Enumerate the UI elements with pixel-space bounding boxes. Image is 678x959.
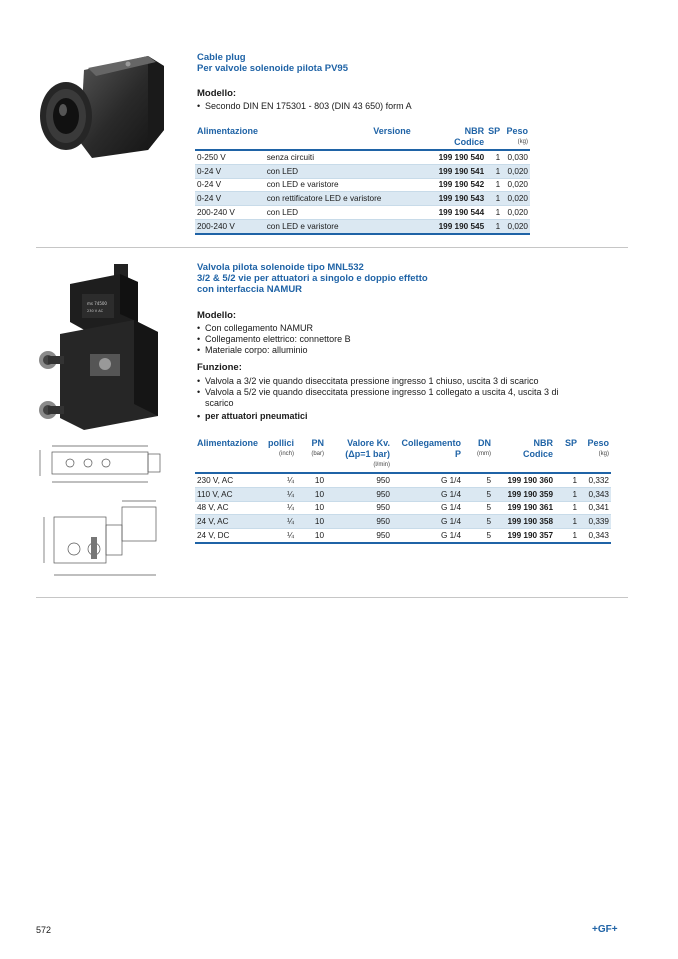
table-row bbox=[195, 501, 611, 515]
cell-kv: 950 bbox=[326, 473, 392, 487]
table-header-row bbox=[195, 126, 530, 150]
cell-sp: 1 bbox=[486, 178, 502, 192]
cell-alimentazione: 24 V, AC bbox=[195, 515, 261, 529]
cell-pollici: ¼ bbox=[261, 501, 296, 515]
list-item: • Con collegamento NAMUR bbox=[197, 323, 314, 333]
svg-text:230 V AC: 230 V AC bbox=[87, 309, 104, 313]
cable-plug-model-item: • Secondo DIN EN 175301 - 803 (DIN 43 650) form A bbox=[197, 101, 412, 111]
col-kv: Valore Kv. (Δp=1 bar) (l/min) bbox=[326, 438, 392, 473]
table-row bbox=[195, 473, 611, 487]
col-sp: SP bbox=[486, 126, 502, 150]
table-row bbox=[195, 219, 530, 233]
col-alimentazione: Alimentazione bbox=[195, 126, 265, 150]
cell-collegamento: G 1/4 bbox=[392, 515, 463, 529]
cell-kv: 950 bbox=[326, 487, 392, 501]
cell-alimentazione: 48 V, AC bbox=[195, 501, 261, 515]
bullet-icon: • bbox=[197, 323, 201, 333]
table-header-row bbox=[195, 438, 611, 473]
list-item: • Valvola a 3/2 vie quando diseccitata pressione ingresso 1 chiuso, uscita 3 di scarico bbox=[197, 376, 539, 386]
cable-plug-model-label: Modello: bbox=[197, 88, 237, 99]
cell-dn: 5 bbox=[463, 487, 493, 501]
col-dn: DN (mm) bbox=[463, 438, 493, 473]
cell-sp: 1 bbox=[555, 487, 579, 501]
cable-plug-table bbox=[195, 126, 530, 235]
cell-codice: 199 190 541 bbox=[413, 164, 486, 178]
cell-codice: 199 190 359 bbox=[493, 487, 555, 501]
section-divider bbox=[36, 247, 628, 248]
cell-sp: 1 bbox=[486, 164, 502, 178]
cell-alimentazione: 0-24 V bbox=[195, 178, 265, 192]
cell-pn: 10 bbox=[296, 501, 326, 515]
cell-alimentazione: 0-24 V bbox=[195, 192, 265, 206]
cell-codice: 199 190 540 bbox=[413, 150, 486, 164]
cable-plug-image bbox=[36, 50, 168, 165]
cell-codice: 199 190 361 bbox=[493, 501, 555, 515]
cell-peso: 0,020 bbox=[502, 206, 530, 220]
cell-kv: 950 bbox=[326, 501, 392, 515]
table-row bbox=[195, 178, 530, 192]
col-versione: Versione bbox=[265, 126, 413, 150]
cell-peso: 0,020 bbox=[502, 192, 530, 206]
bullet-icon: • bbox=[197, 376, 201, 386]
cell-codice: 199 190 358 bbox=[493, 515, 555, 529]
col-nbr-codice: NBR Codice bbox=[413, 126, 486, 150]
bullet-icon: • bbox=[197, 334, 201, 344]
cell-versione: senza circuiti bbox=[265, 150, 413, 164]
cell-dn: 5 bbox=[463, 501, 493, 515]
cell-versione: con rettificatore LED e varistore bbox=[265, 192, 413, 206]
list-item: • per attuatori pneumatici bbox=[197, 411, 308, 421]
cell-pollici: ¼ bbox=[261, 473, 296, 487]
valve-table bbox=[195, 438, 611, 544]
valve-front-drawing bbox=[36, 497, 164, 583]
col-sp: SP bbox=[555, 438, 579, 473]
table-row bbox=[195, 487, 611, 501]
cell-peso: 0,343 bbox=[579, 487, 611, 501]
col-nbr-codice: NBR Codice bbox=[493, 438, 555, 473]
cable-plug-title-line2: Per valvole solenoide pilota PV95 bbox=[197, 63, 349, 74]
cell-pn: 10 bbox=[296, 487, 326, 501]
cell-pollici: ¼ bbox=[261, 487, 296, 501]
cell-dn: 5 bbox=[463, 515, 493, 529]
valve-title bbox=[197, 262, 428, 295]
bullet-icon: • bbox=[197, 387, 201, 397]
valve-model-label: Modello: bbox=[197, 310, 237, 321]
bullet-icon: • bbox=[197, 345, 201, 355]
cell-codice: 199 190 357 bbox=[493, 529, 555, 543]
cell-sp: 1 bbox=[555, 473, 579, 487]
cell-peso: 0,030 bbox=[502, 150, 530, 164]
table-row bbox=[195, 529, 611, 543]
table-row bbox=[195, 150, 530, 164]
cell-alimentazione: 230 V, AC bbox=[195, 473, 261, 487]
cell-peso: 0,020 bbox=[502, 164, 530, 178]
list-item-continuation: scarico bbox=[205, 398, 234, 408]
cell-alimentazione: 200-240 V bbox=[195, 219, 265, 233]
cell-versione: con LED e varistore bbox=[265, 178, 413, 192]
cell-peso: 0,343 bbox=[579, 529, 611, 543]
cell-codice: 199 190 360 bbox=[493, 473, 555, 487]
cell-sp: 1 bbox=[486, 206, 502, 220]
cell-peso: 0,332 bbox=[579, 473, 611, 487]
cell-sp: 1 bbox=[486, 150, 502, 164]
cell-pn: 10 bbox=[296, 529, 326, 543]
cell-alimentazione: 200-240 V bbox=[195, 206, 265, 220]
cell-versione: con LED bbox=[265, 206, 413, 220]
cell-pollici: ¼ bbox=[261, 515, 296, 529]
valve-title-line2: 3/2 & 5/2 vie per attuatori a singolo e doppio effetto bbox=[197, 273, 428, 284]
col-pollici: pollici (inch) bbox=[261, 438, 296, 473]
table-row bbox=[195, 515, 611, 529]
cable-plug-title-line1: Cable plug bbox=[197, 52, 246, 63]
cell-versione: con LED bbox=[265, 164, 413, 178]
gf-logo: +GF+ bbox=[592, 924, 618, 935]
bullet-icon: • bbox=[197, 411, 201, 421]
cell-sp: 1 bbox=[486, 192, 502, 206]
cell-alimentazione: 24 V, DC bbox=[195, 529, 261, 543]
cell-peso: 0,339 bbox=[579, 515, 611, 529]
cell-dn: 5 bbox=[463, 473, 493, 487]
cell-sp: 1 bbox=[555, 529, 579, 543]
cell-codice: 199 190 542 bbox=[413, 178, 486, 192]
cell-dn: 5 bbox=[463, 529, 493, 543]
valve-function-label: Funzione: bbox=[197, 362, 242, 373]
cell-collegamento: G 1/4 bbox=[392, 501, 463, 515]
list-item: • Materiale corpo: alluminio bbox=[197, 345, 308, 355]
cell-collegamento: G 1/4 bbox=[392, 487, 463, 501]
cell-alimentazione: 0-250 V bbox=[195, 150, 265, 164]
col-pn: PN (bar) bbox=[296, 438, 326, 473]
cable-plug-title bbox=[197, 52, 348, 74]
cell-alimentazione: 110 V, AC bbox=[195, 487, 261, 501]
cell-kv: 950 bbox=[326, 515, 392, 529]
table-row bbox=[195, 206, 530, 220]
cell-peso: 0,020 bbox=[502, 178, 530, 192]
section-divider bbox=[36, 597, 628, 598]
cell-peso: 0,341 bbox=[579, 501, 611, 515]
table-row bbox=[195, 164, 530, 178]
cell-pollici: ¼ bbox=[261, 529, 296, 543]
col-peso: Peso (kg) bbox=[579, 438, 611, 473]
table-row bbox=[195, 192, 530, 206]
col-alimentazione: Alimentazione bbox=[195, 438, 261, 473]
cell-peso: 0,020 bbox=[502, 219, 530, 233]
cell-sp: 1 bbox=[486, 219, 502, 233]
bullet-icon: • bbox=[197, 101, 201, 111]
cell-codice: 199 190 544 bbox=[413, 206, 486, 220]
valve-model-list bbox=[197, 323, 351, 356]
valve-side-drawing bbox=[36, 442, 164, 486]
cell-pn: 10 bbox=[296, 473, 326, 487]
cell-pn: 10 bbox=[296, 515, 326, 529]
cell-collegamento: G 1/4 bbox=[392, 473, 463, 487]
col-collegamento: Collegamento P bbox=[392, 438, 463, 473]
solenoid-valve-image bbox=[34, 258, 164, 436]
list-item: • Collegamento elettrico: connettore B bbox=[197, 334, 351, 344]
page-number: 572 bbox=[36, 925, 52, 935]
cell-codice: 199 190 543 bbox=[413, 192, 486, 206]
svg-text:ms 74500: ms 74500 bbox=[87, 301, 107, 306]
cell-collegamento: G 1/4 bbox=[392, 529, 463, 543]
col-peso: Peso (kg) bbox=[502, 126, 530, 150]
list-item: • Valvola a 5/2 vie quando diseccitata pressione ingresso 1 collegato a uscita 4, uscita 3 di bbox=[197, 387, 559, 397]
cell-codice: 199 190 545 bbox=[413, 219, 486, 233]
valve-title-line3: con interfaccia NAMUR bbox=[197, 284, 303, 295]
cell-kv: 950 bbox=[326, 529, 392, 543]
valve-title-line1: Valvola pilota solenoide tipo MNL532 bbox=[197, 262, 364, 273]
cell-versione: con LED e varistore bbox=[265, 219, 413, 233]
cell-sp: 1 bbox=[555, 501, 579, 515]
valve-function-list bbox=[197, 376, 559, 422]
cell-alimentazione: 0-24 V bbox=[195, 164, 265, 178]
cell-sp: 1 bbox=[555, 515, 579, 529]
